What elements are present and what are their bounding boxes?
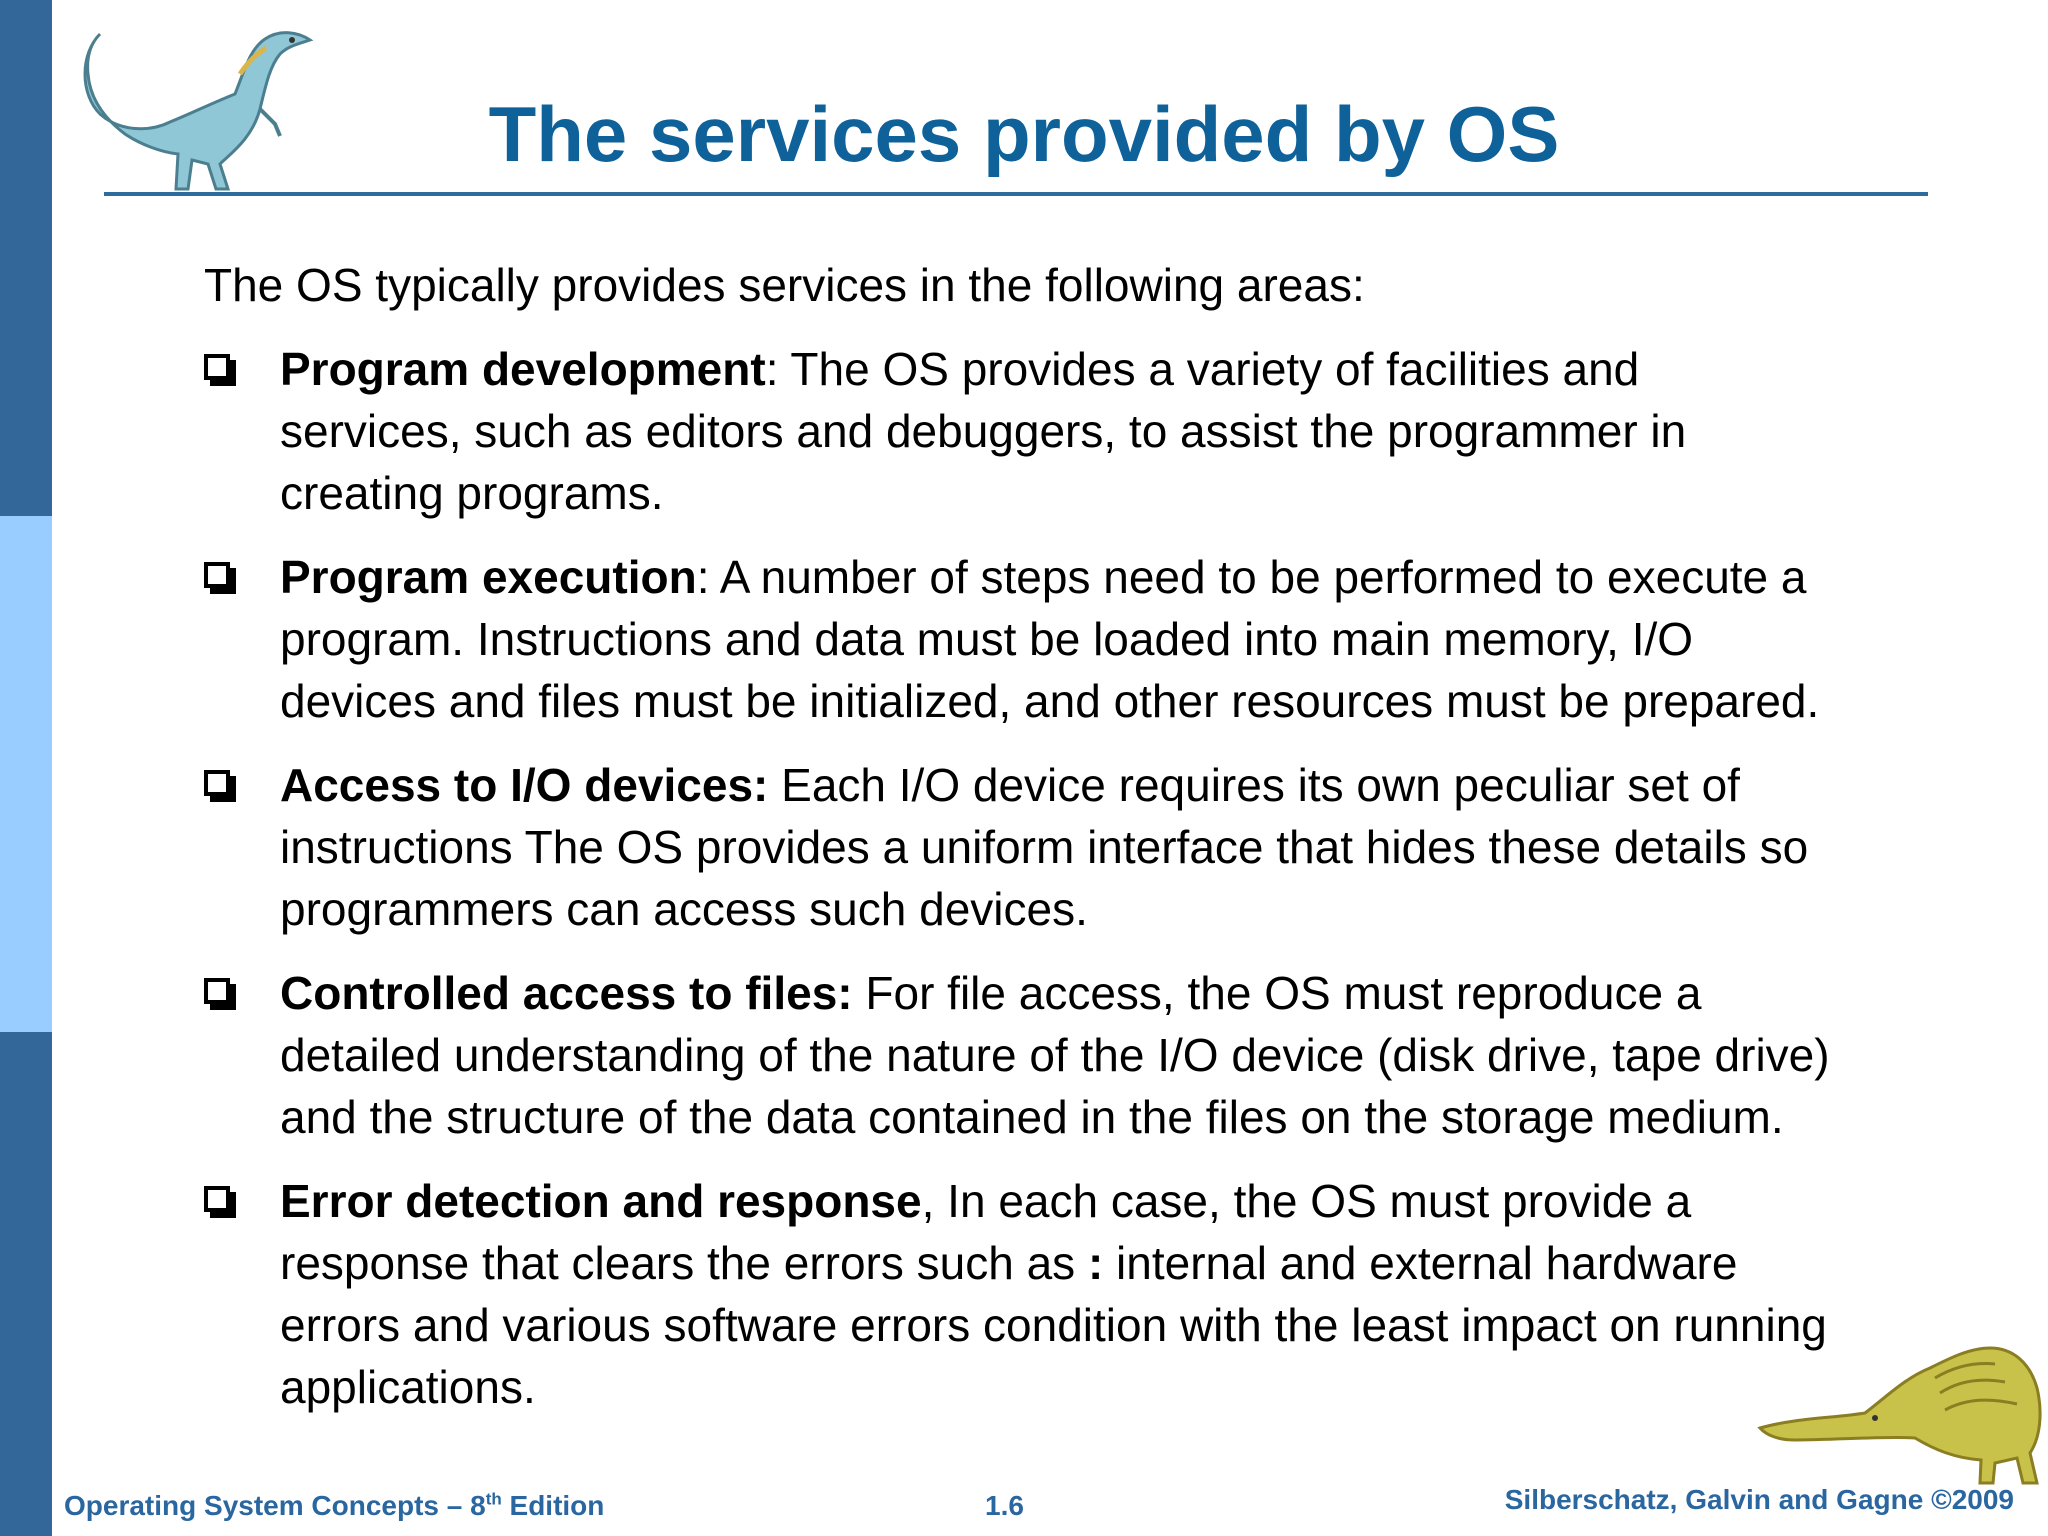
list-item <box>204 962 2044 1148</box>
item-term: Error detection and response <box>280 1175 922 1227</box>
checkbox-bullet-icon <box>204 770 230 796</box>
item-line: devices and files must be initialized, and other resources must be prepared. <box>280 675 1820 727</box>
item-line: Program execution: A number of steps need to be performed to execute a <box>280 551 1807 603</box>
title-divider <box>104 192 1928 196</box>
intro-text: The OS typically provides services in the following areas: <box>204 259 1365 311</box>
slide-title: The services provided by OS <box>488 90 1560 178</box>
checkbox-bullet-icon <box>204 1186 230 1212</box>
item-line: response that clears the errors such as : internal and external hardware <box>280 1237 1738 1289</box>
services-list <box>204 338 2044 1440</box>
footer-page-number: 1.6 <box>985 1490 1024 1521</box>
footer-authors: Silberschatz, Galvin and Gagne ©2009 <box>1504 1484 2014 1515</box>
item-term: Program execution <box>280 551 697 603</box>
list-item <box>204 546 2044 732</box>
item-line: Error detection and response, In each case, the OS must provide a <box>280 1175 1692 1227</box>
item-line: detailed understanding of the nature of the I/O device (disk drive, tape drive) <box>280 1029 1830 1081</box>
list-item <box>204 338 2044 524</box>
item-term: Controlled access to files: <box>280 967 853 1019</box>
item-line: and the structure of the data contained in the files on the storage medium. <box>280 1091 1784 1143</box>
footer-book-title: Operating System Concepts – 8th Edition <box>64 1489 605 1521</box>
item-line: program. Instructions and data must be loaded into main memory, I/O <box>280 613 1694 665</box>
item-line: instructions The OS provides a uniform interface that hides these details so <box>280 821 1809 873</box>
dinosaur-icon <box>1755 1318 2045 1488</box>
item-line: applications. <box>280 1361 536 1413</box>
item-term: Access to I/O devices: <box>280 759 769 811</box>
list-item <box>204 754 2044 940</box>
item-line: programmers can access such devices. <box>280 883 1088 935</box>
item-line: creating programs. <box>280 467 664 519</box>
checkbox-bullet-icon <box>204 978 230 1004</box>
item-line: Access to I/O devices: Each I/O device requires its own peculiar set of <box>280 759 1740 811</box>
item-line: Controlled access to files: For file access, the OS must reproduce a <box>280 967 1702 1019</box>
side-bar-highlight <box>0 516 52 1032</box>
item-line: Program development: The OS provides a variety of facilities and <box>280 343 1640 395</box>
item-line: services, such as editors and debuggers, to assist the programmer in <box>280 405 1687 457</box>
checkbox-bullet-icon <box>204 562 230 588</box>
item-term: Program development <box>280 343 766 395</box>
checkbox-bullet-icon <box>204 354 230 380</box>
item-line: errors and various software errors condition with the least impact on running <box>280 1299 1827 1351</box>
